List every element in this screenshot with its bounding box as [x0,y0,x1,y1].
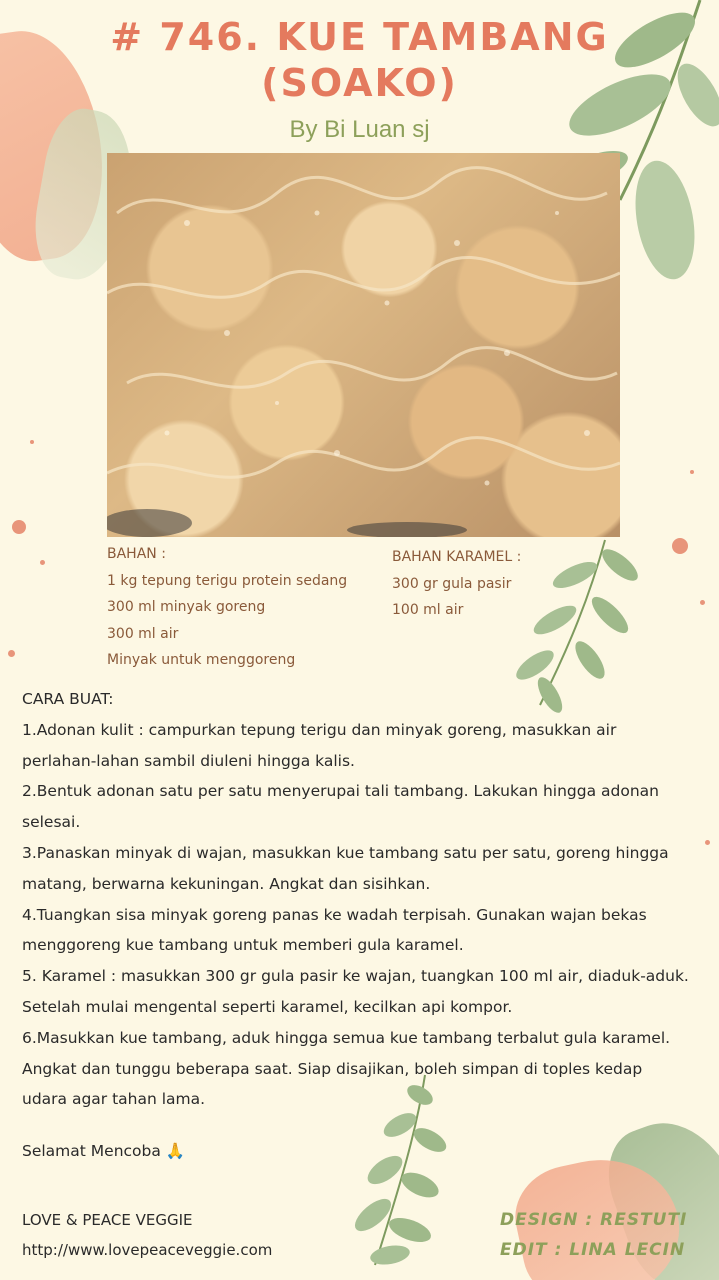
ingredients-list [107,541,347,674]
recipe-title-line2: (SOAKO) [261,61,458,105]
paint-dot [30,440,34,444]
brand-footer [22,1205,272,1265]
paint-dot [40,560,45,565]
ingredient-item: 300 ml air [107,625,179,642]
method-step: 3.Panaskan minyak di wajan, masukkan kue tambang satu per satu, goreng hingga matang, berwarna kekuningan. Angkat dan sisihkan. [22,843,669,893]
method-step: 2.Bentuk adonan satu per satu menyerupai tali tambang. Lakukan hingga adonan selesai. [22,782,659,832]
method-step: 4.Tuangkan sisa minyak goreng panas ke wadah terpisah. Gunakan wajan bekas menggoreng kue tambang untuk memberi gula karamel. [22,905,647,955]
recipe-author: By Bi Luan sj [289,116,430,143]
recipe-title-line1: # 746. KUE TAMBANG [110,15,609,59]
twisted-pastry-image [107,153,620,537]
paint-dot [672,538,688,554]
method-heading: CARA BUAT: [22,690,114,708]
ingredient-item: 1 kg tepung terigu protein sedang [107,572,348,589]
paint-dot [12,520,26,534]
credit-edit: EDIT : LINA LECIN [500,1240,686,1260]
caramel-ingredients-list [392,544,521,624]
credits [500,1205,687,1265]
method-step: 6.Masukkan kue tambang, aduk hingga semua kue tambang terbalut gula karamel. Angkat dan tunggu beberapa saat. Siap disajikan, boleh simpan di toples kedap udara agar tahan lama. [22,1028,671,1109]
caramel-item: 100 ml air [392,602,464,618]
kue-tambang-photo [107,153,620,537]
paint-dot [8,650,15,657]
ingredient-item: 300 ml minyak goreng [107,599,266,615]
paint-dot [700,600,705,605]
recipe-title [0,14,719,106]
caramel-heading: BAHAN KARAMEL : [392,549,522,565]
ingredients-heading: BAHAN : [107,546,166,562]
ingredient-item: Minyak untuk menggoreng [107,652,296,668]
method-step: 5. Karamel : masukkan 300 gr gula pasir ke wajan, tuangkan 100 ml air, diaduk-aduk. Setelah mulai mengental seperti karamel, kecilkan api kompor. [22,967,689,1016]
method-step: 1.Adonan kulit : campurkan tepung terigu dan minyak goreng, masukkan air perlahan-lahan sambil diuleni hingga kalis. [22,720,617,770]
brand-url-link[interactable]: http://www.lovepeaceveggie.com [22,1241,273,1259]
caramel-item: 300 gr gula pasir [392,575,512,592]
method-section [22,684,692,1115]
brand-name: LOVE & PEACE VEGGIE [22,1211,193,1229]
credit-design: DESIGN : RESTUTI [500,1210,688,1230]
closing-message: Selamat Mencoba 🙏 [22,1142,186,1160]
paint-dot [705,840,710,845]
paint-dot [690,470,694,474]
